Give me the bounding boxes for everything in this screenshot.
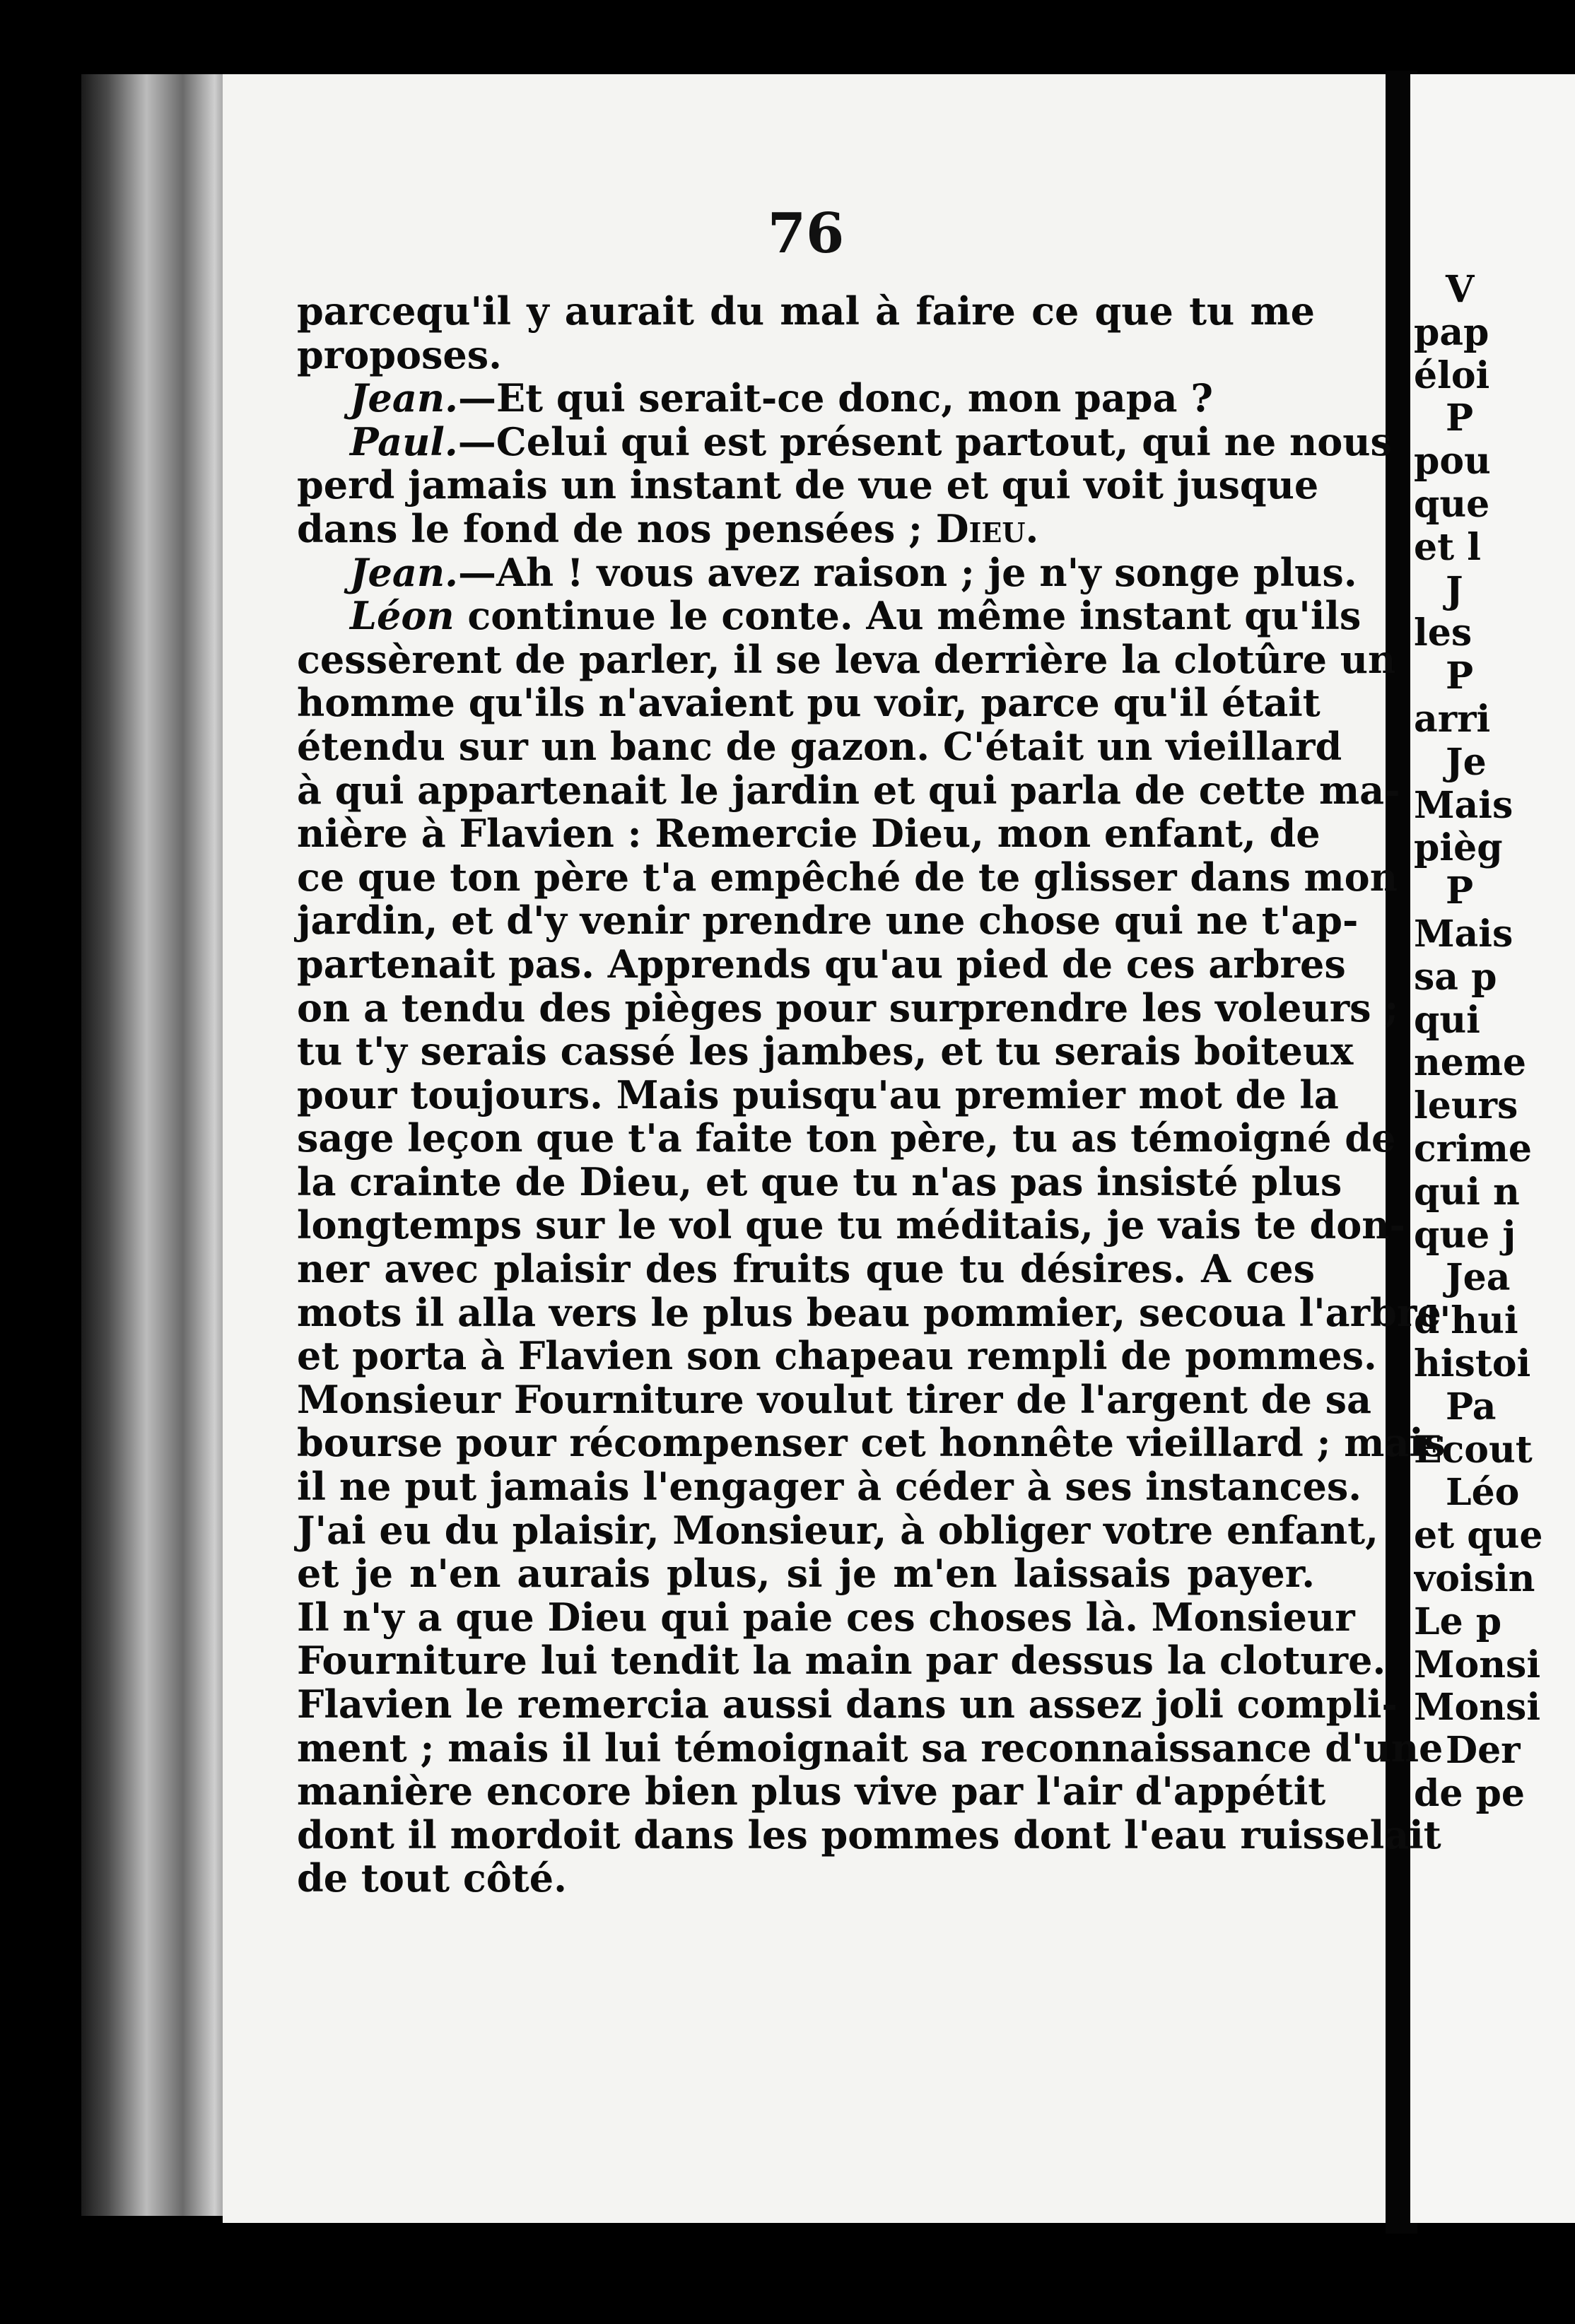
line-text: J'ai eu du plaisir, Monsieur, à obliger votre enfant, xyxy=(297,1507,1378,1553)
text-line xyxy=(297,767,1400,813)
text-line xyxy=(297,549,1357,595)
text-line xyxy=(297,1768,1326,1814)
text-line xyxy=(297,1028,1354,1074)
speaker-name: Léon xyxy=(350,593,455,639)
text-line xyxy=(297,1289,1441,1335)
facing-line-fragment: Mais xyxy=(1414,784,1513,827)
text-line xyxy=(297,636,1396,682)
text-line xyxy=(297,941,1346,987)
text-line xyxy=(297,680,1321,726)
text-line xyxy=(297,1857,1315,1901)
text-line xyxy=(297,1248,1315,1291)
facing-line-fragment: P xyxy=(1446,397,1474,440)
line-text: de tout côté. xyxy=(297,1855,567,1901)
facing-line-fragment: qui n xyxy=(1414,1170,1520,1214)
line-text: ner avec plaisir des fruits que tu désires. A ces xyxy=(297,1246,1315,1292)
text-line xyxy=(297,418,1392,464)
facing-line-fragment: Jea xyxy=(1446,1257,1511,1300)
facing-line-fragment: qui xyxy=(1414,999,1480,1042)
line-text: ce que ton père t'a empêché de te glisser dans mon xyxy=(297,854,1398,900)
facing-line-fragment: d'hui xyxy=(1414,1300,1518,1343)
text-line xyxy=(297,331,1315,377)
text-line xyxy=(297,1333,1377,1379)
text-line xyxy=(297,462,1319,508)
text-line xyxy=(297,593,1362,639)
line-text: et je n'en aurais plus, si je m'en laissais payer. xyxy=(297,1551,1315,1597)
text-line xyxy=(297,898,1359,944)
line-text: cessèrent de parler, il se leva derrière la clotûre un xyxy=(297,636,1396,682)
text-line xyxy=(297,1115,1396,1161)
line-text: on a tendu des pièges pour surprendre les voleurs ; xyxy=(297,985,1399,1031)
text-line xyxy=(297,854,1398,900)
line-text: homme qu'ils n'avaient pu voir, parce qu'il était xyxy=(297,680,1321,726)
text-line xyxy=(297,1202,1405,1248)
small-caps-word: Dieu. xyxy=(935,505,1039,551)
facing-line-fragment: Le p xyxy=(1414,1600,1502,1643)
text-line xyxy=(297,507,1315,551)
line-text: Il n'y a que Dieu qui paie ces choses là. Monsieur xyxy=(297,1594,1355,1640)
facing-line-fragment: pou xyxy=(1414,440,1491,483)
line-text: la crainte de Dieu, et que tu n'as pas insisté plus xyxy=(297,1158,1342,1204)
line-text: Fourniture lui tendit la main par dessus la cloture. xyxy=(297,1638,1386,1684)
text-line xyxy=(297,1072,1339,1117)
body-text xyxy=(297,288,1446,1901)
speaker-name: Jean. xyxy=(350,375,458,421)
facing-line-fragment: que xyxy=(1414,483,1490,526)
line-text: nière à Flavien : Remercie Dieu, mon enfant, de xyxy=(297,811,1321,857)
line-text: mots il alla vers le plus beau pommier, secoua l'arbre xyxy=(297,1289,1441,1335)
text-line xyxy=(297,1594,1355,1640)
line-text: Flavien le remercia aussi dans un assez joli compli- xyxy=(297,1682,1398,1727)
facing-line-fragment: Pa xyxy=(1446,1385,1497,1428)
line-text: à qui appartenait le jardin et qui parla de cette ma- xyxy=(297,767,1400,813)
facing-line-fragment: histoi xyxy=(1414,1342,1531,1385)
text-line xyxy=(297,723,1342,769)
facing-line-fragment: pièg xyxy=(1414,827,1503,870)
text-line xyxy=(297,377,1315,421)
line-text: manière encore bien plus vive par l'air d'appétit xyxy=(297,1768,1326,1814)
facing-page-text xyxy=(1414,269,1575,1816)
text-line xyxy=(297,290,1315,334)
book-page-edges xyxy=(81,74,226,2216)
line-text: —Ah ! vous avez raison ; je n'y songe plus. xyxy=(457,549,1357,595)
text-line xyxy=(297,1725,1444,1771)
text-line xyxy=(297,1682,1398,1727)
line-text: sage leçon que t'a faite ton père, tu as témoigné de xyxy=(297,1115,1396,1161)
facing-line-fragment: éloi xyxy=(1414,354,1490,397)
line-text: ment ; mais il lui témoignait sa reconnaissance d'une xyxy=(297,1725,1444,1771)
text-line xyxy=(297,1376,1372,1422)
line-text: continue le conte. Au même instant qu'ils xyxy=(454,593,1362,639)
text-line xyxy=(297,1638,1386,1684)
page-number: 76 xyxy=(767,201,845,266)
line-text: parcequ'il y aurait du mal à faire ce que tu me xyxy=(297,288,1315,334)
facing-line-fragment: Der xyxy=(1446,1730,1521,1773)
facing-line-fragment: que j xyxy=(1414,1214,1516,1257)
line-text: Monsieur Fourniture voulut tirer de l'argent de sa xyxy=(297,1376,1372,1422)
line-text: proposes. xyxy=(297,331,502,377)
line-text: il ne put jamais l'engager à céder à ses instances. xyxy=(297,1464,1362,1510)
facing-line-fragment: Monsi xyxy=(1414,1643,1541,1686)
facing-line-fragment: Ecout xyxy=(1414,1428,1533,1472)
facing-line-fragment: P xyxy=(1446,870,1474,913)
facing-line-fragment: Je xyxy=(1446,741,1487,784)
text-line xyxy=(297,1420,1446,1466)
facing-line-fragment: de pe xyxy=(1414,1772,1525,1815)
facing-line-fragment: neme xyxy=(1414,1042,1526,1085)
line-text: partenait pas. Apprends qu'au pied de ces arbres xyxy=(297,941,1346,987)
line-text: bourse pour récompenser cet honnête vieillard ; mais xyxy=(297,1420,1446,1466)
line-text: étendu sur un banc de gazon. C'était un vieillard xyxy=(297,723,1342,769)
facing-line-fragment: et que xyxy=(1414,1515,1543,1558)
facing-line-fragment: J xyxy=(1446,569,1463,612)
facing-line-fragment: Mais xyxy=(1414,912,1513,956)
line-text: et porta à Flavien son chapeau rempli de pommes. xyxy=(297,1333,1377,1379)
line-text: dont il mordoit dans les pommes dont l'eau ruisselait xyxy=(297,1812,1441,1858)
line-text: tu t'y serais cassé les jambes, et tu serais boiteux xyxy=(297,1028,1354,1074)
line-text: longtemps sur le vol que tu méditais, je vais te don- xyxy=(297,1202,1405,1248)
line-text: —Et qui serait-ce donc, mon papa ? xyxy=(457,375,1213,421)
facing-line-fragment: Léo xyxy=(1446,1472,1520,1515)
facing-line-fragment: leurs xyxy=(1414,1085,1518,1128)
facing-line-fragment: les xyxy=(1414,612,1472,655)
text-line xyxy=(297,1464,1362,1510)
facing-line-fragment: Monsi xyxy=(1414,1686,1541,1730)
text-line xyxy=(297,1158,1342,1204)
line-text: dans le fond de nos pensées ; xyxy=(297,505,923,551)
facing-line-fragment: et l xyxy=(1414,526,1481,569)
line-text: pour toujours. Mais puisqu'au premier mot de la xyxy=(297,1072,1339,1117)
facing-line-fragment: arri xyxy=(1414,698,1491,741)
facing-line-fragment: P xyxy=(1446,655,1474,698)
facing-line-fragment: crime xyxy=(1414,1127,1532,1170)
facing-line-fragment: voisin xyxy=(1414,1557,1535,1600)
text-line xyxy=(297,1812,1441,1858)
text-line xyxy=(297,1552,1315,1596)
line-text: perd jamais un instant de vue et qui voit jusque xyxy=(297,462,1319,508)
line-text: —Celui qui est présent partout, qui ne nous xyxy=(457,418,1392,464)
text-line xyxy=(297,811,1321,857)
facing-line-fragment: pap xyxy=(1414,311,1489,354)
text-line xyxy=(297,1507,1378,1553)
text-line xyxy=(297,985,1399,1031)
speaker-name: Paul. xyxy=(350,418,458,464)
facing-line-fragment: sa p xyxy=(1414,956,1497,999)
line-text: jardin, et d'y venir prendre une chose qui ne t'ap- xyxy=(297,898,1359,944)
facing-line-fragment: V xyxy=(1446,269,1475,311)
speaker-name: Jean. xyxy=(350,549,458,595)
